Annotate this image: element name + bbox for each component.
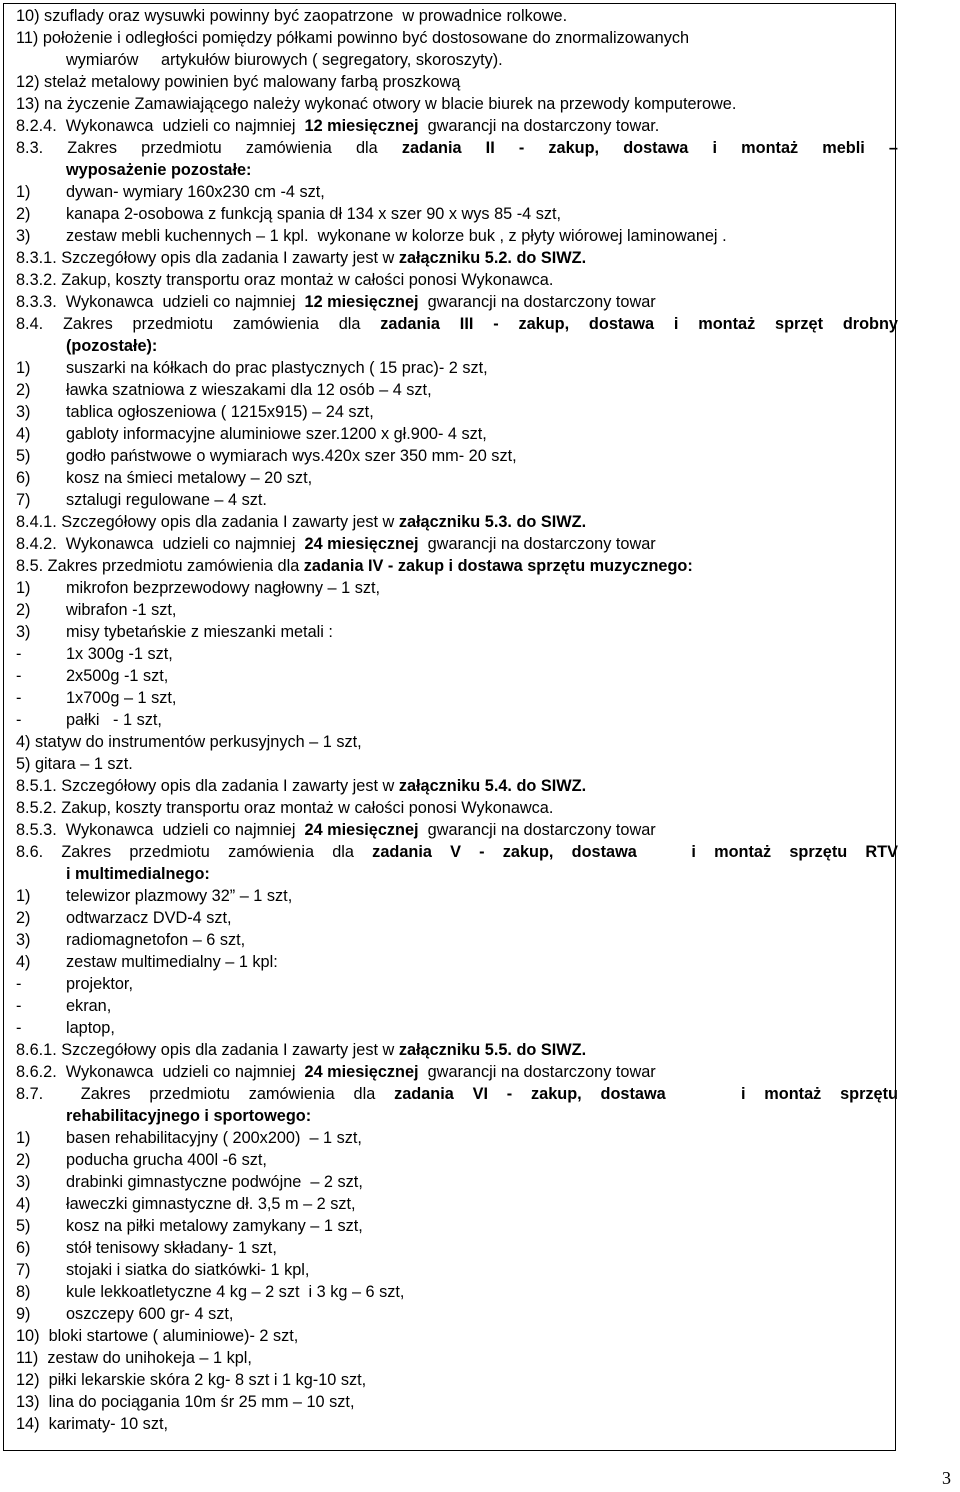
list-marker: 3) [16, 403, 31, 421]
text-line [16, 929, 898, 951]
text-line [16, 1237, 898, 1259]
text-line [16, 1325, 898, 1347]
list-marker: - [16, 711, 22, 729]
text-segment: wibrafon -1 szt, [66, 601, 177, 619]
text-segment: 8.5.3. Wykonawca udzieli co najmniej [16, 821, 305, 839]
text-segment: 8.3. Zakres przedmiotu zamówienia dla [16, 139, 402, 157]
text-segment: zestaw multimedialny – 1 kpl: [66, 953, 278, 971]
text-segment: gwarancji na dostarczony towar [418, 821, 656, 839]
text-line [16, 1127, 898, 1149]
text-segment: 8.3.2. Zakup, koszty transportu oraz montaż w całości ponosi Wykonawca. [16, 271, 554, 289]
text-segment: ekran, [66, 997, 112, 1015]
text-line [16, 357, 898, 379]
text-segment: suszarki na kółkach do prac plastycznych ( 15 prac)- 2 szt, [66, 359, 488, 377]
text-line [16, 1105, 898, 1127]
text-line [16, 269, 898, 291]
text-line [16, 819, 898, 841]
bold-text: 24 miesięcznej [304, 1063, 419, 1081]
text-segment: odtwarzacz DVD-4 szt, [66, 909, 232, 927]
text-line [16, 489, 898, 511]
text-line [16, 401, 898, 423]
text-line [16, 973, 898, 995]
text-segment: 8.6. Zakres przedmiotu zamówienia dla [16, 843, 373, 861]
text-segment: 10) szuflady oraz wysuwki powinny być zaopatrzone w prowadnice rolkowe. [16, 7, 568, 25]
text-line [16, 203, 898, 225]
bold-text: rehabilitacyjnego i sportowego: [66, 1107, 312, 1125]
text-segment: dywan- wymiary 160x230 cm -4 szt, [66, 183, 325, 201]
text-line [16, 841, 898, 863]
text-line [16, 27, 898, 49]
document-frame [3, 3, 896, 1451]
text-segment: wymiarów artykułów biurowych ( segregatory, skoroszyty). [66, 51, 503, 69]
text-segment: 2x500g -1 szt, [66, 667, 169, 685]
list-marker: 2) [16, 1151, 31, 1169]
text-segment: gwarancji na dostarczony towar [418, 1063, 656, 1081]
text-segment: poducha grucha 400l -6 szt, [66, 1151, 267, 1169]
text-segment: laptop, [66, 1019, 115, 1037]
text-segment: telewizor plazmowy 32” – 1 szt, [66, 887, 293, 905]
list-marker: 6) [16, 1239, 31, 1257]
text-segment: 11) zestaw do unihokeja – 1 kpl, [16, 1349, 252, 1367]
list-marker: 7) [16, 491, 31, 509]
text-segment: 12) stelaż metalowy powinien być malowany farbą proszkową [16, 73, 461, 91]
bold-text: zadania IV - zakup i dostawa sprzętu muzycznego: [303, 557, 693, 575]
text-line [16, 445, 898, 467]
text-line [16, 291, 898, 313]
bold-text: zadania V - zakup, dostawa i montaż sprzętu RTV [372, 843, 898, 861]
text-line [16, 5, 898, 27]
text-segment: kule lekkoatletyczne 4 kg – 2 szt i 3 kg – 6 szt, [66, 1283, 405, 1301]
text-line [16, 1281, 898, 1303]
bold-text: (pozostałe): [66, 337, 158, 355]
text-line [16, 995, 898, 1017]
text-segment: basen rehabilitacyjny ( 200x200) – 1 szt, [66, 1129, 362, 1147]
bold-text: 12 miesięcznej [304, 293, 419, 311]
text-segment: 8.6.1. Szczegółowy opis dla zadania I zawarty jest w [16, 1041, 399, 1059]
text-line [16, 181, 898, 203]
text-segment: zestaw mebli kuchennych – 1 kpl. wykonane w kolorze buk , z płyty wiórowej laminowanej . [66, 227, 727, 245]
list-marker: 1) [16, 887, 31, 905]
list-marker: 7) [16, 1261, 31, 1279]
text-line [16, 643, 898, 665]
text-line [16, 1347, 898, 1369]
list-marker: - [16, 997, 22, 1015]
text-line [16, 467, 898, 489]
text-segment: godło państwowe o wymiarach wys.420x szer 350 mm- 20 szt, [66, 447, 517, 465]
list-marker: 2) [16, 909, 31, 927]
text-segment: 1x700g – 1 szt, [66, 689, 177, 707]
text-line [16, 555, 898, 577]
list-marker: 3) [16, 623, 31, 641]
text-line [16, 247, 898, 269]
text-line [16, 1369, 898, 1391]
text-line [16, 71, 898, 93]
text-line [16, 93, 898, 115]
list-marker: - [16, 975, 22, 993]
text-segment: kosz na śmieci metalowy – 20 szt, [66, 469, 313, 487]
text-line [16, 423, 898, 445]
text-line [16, 313, 898, 335]
text-segment: 8.3.1. Szczegółowy opis dla zadania I zawarty jest w [16, 249, 399, 267]
text-segment: mikrofon bezprzewodowy nagłowny – 1 szt, [66, 579, 381, 597]
list-marker: 4) [16, 425, 31, 443]
bold-text: i multimedialnego: [66, 865, 210, 883]
bold-text: zadania VI - zakup, dostawa i montaż sprzętu [394, 1085, 898, 1103]
text-line [16, 599, 898, 621]
list-marker: 2) [16, 381, 31, 399]
text-segment: radiomagnetofon – 6 szt, [66, 931, 246, 949]
list-marker: 3) [16, 227, 31, 245]
text-segment: stół tenisowy składany- 1 szt, [66, 1239, 277, 1257]
list-marker: - [16, 667, 22, 685]
text-line [16, 687, 898, 709]
text-line [16, 731, 898, 753]
text-line [16, 1061, 898, 1083]
text-segment: 8.5. Zakres przedmiotu zamówienia dla [16, 557, 304, 575]
bold-text: zadania III - zakup, dostawa i montaż sprzęt drobny [380, 315, 898, 333]
text-line [16, 797, 898, 819]
text-line [16, 137, 898, 159]
text-segment: 8.4.2. Wykonawca udzieli co najmniej [16, 535, 305, 553]
list-marker: 2) [16, 205, 31, 223]
bold-text: zadania II - zakup, dostawa i montaż mebli – [401, 139, 898, 157]
list-marker: - [16, 645, 22, 663]
text-line [16, 1193, 898, 1215]
list-marker: 2) [16, 601, 31, 619]
list-marker: 4) [16, 953, 31, 971]
document-body [16, 5, 898, 1435]
text-line [16, 1413, 898, 1435]
text-segment: 12) piłki lekarskie skóra 2 kg- 8 szt i 1 kg-10 szt, [16, 1371, 367, 1389]
text-segment: 8.2.4. Wykonawca udzieli co najmniej [16, 117, 305, 135]
list-marker: 1) [16, 183, 31, 201]
text-segment: gabloty informacyjne aluminiowe szer.1200 x gł.900- 4 szt, [66, 425, 487, 443]
text-segment: 11) położenie i odległości pomiędzy półkami powinno być dostosowane do znormalizowanych [16, 29, 690, 47]
list-marker: 5) [16, 447, 31, 465]
text-line [16, 951, 898, 973]
text-line [16, 1083, 898, 1105]
text-segment: 13) na życzenie Zamawiającego należy wykonać otwory w blacie biurek na przewody komputerowe. [16, 95, 737, 113]
text-line [16, 1303, 898, 1325]
text-segment: 8.3.3. Wykonawca udzieli co najmniej [16, 293, 305, 311]
text-segment: 13) lina do pociągania 10m śr 25 mm – 10 szt, [16, 1393, 355, 1411]
text-segment: misy tybetańskie z mieszanki metali : [66, 623, 333, 641]
text-line [16, 511, 898, 533]
text-line [16, 335, 898, 357]
text-segment: 5) gitara – 1 szt. [16, 755, 133, 773]
text-segment: 8.7. Zakres przedmiotu zamówienia dla [16, 1085, 395, 1103]
text-segment: stojaki i siatka do siatkówki- 1 kpl, [66, 1261, 310, 1279]
list-marker: 4) [16, 1195, 31, 1213]
bold-text: wyposażenie pozostałe: [66, 161, 252, 179]
bold-text: załączniku 5.3. do SIWZ. [398, 513, 587, 531]
list-marker: 1) [16, 1129, 31, 1147]
text-line [16, 1391, 898, 1413]
text-segment: 10) bloki startowe ( aluminiowe)- 2 szt, [16, 1327, 299, 1345]
bold-text: 24 miesięcznej [304, 821, 419, 839]
text-segment: 8.4.1. Szczegółowy opis dla zadania I zawarty jest w [16, 513, 399, 531]
text-segment: ławka szatniowa z wieszakami dla 12 osób – 4 szt, [66, 381, 432, 399]
list-marker: 1) [16, 359, 31, 377]
text-segment: tablica ogłoszeniowa ( 1215x915) – 24 szt, [66, 403, 374, 421]
list-marker: - [16, 689, 22, 707]
text-line [16, 709, 898, 731]
text-segment: 1x 300g -1 szt, [66, 645, 173, 663]
text-segment: projektor, [66, 975, 133, 993]
text-line [16, 533, 898, 555]
list-marker: 9) [16, 1305, 31, 1323]
text-segment: 8.4. Zakres przedmiotu zamówienia dla [16, 315, 381, 333]
text-line [16, 115, 898, 137]
text-segment: gwarancji na dostarczony towar. [418, 117, 660, 135]
bold-text: załączniku 5.5. do SIWZ. [398, 1041, 587, 1059]
text-line [16, 775, 898, 797]
list-marker: - [16, 1019, 22, 1037]
text-segment: drabinki gimnastyczne podwójne – 2 szt, [66, 1173, 363, 1191]
text-line [16, 753, 898, 775]
text-segment: sztalugi regulowane – 4 szt. [66, 491, 267, 509]
text-segment: kanapa 2-osobowa z funkcją spania dł 134 x szer 90 x wys 85 -4 szt, [66, 205, 562, 223]
text-line [16, 665, 898, 687]
text-segment: gwarancji na dostarczony towar [418, 535, 656, 553]
text-segment: 8.6.2. Wykonawca udzieli co najmniej [16, 1063, 305, 1081]
text-line [16, 1017, 898, 1039]
text-line [16, 621, 898, 643]
text-line [16, 1039, 898, 1061]
bold-text: załączniku 5.4. do SIWZ. [398, 777, 587, 795]
list-marker: 8) [16, 1283, 31, 1301]
text-line [16, 1171, 898, 1193]
list-marker: 1) [16, 579, 31, 597]
text-segment: gwarancji na dostarczony towar [418, 293, 656, 311]
text-line [16, 1149, 898, 1171]
text-line [16, 885, 898, 907]
bold-text: 24 miesięcznej [304, 535, 419, 553]
text-line [16, 1215, 898, 1237]
text-line [16, 159, 898, 181]
bold-text: załączniku 5.2. do SIWZ. [398, 249, 587, 267]
text-line [16, 863, 898, 885]
text-segment: oszczepy 600 gr- 4 szt, [66, 1305, 234, 1323]
text-segment: 4) statyw do instrumentów perkusyjnych – 1 szt, [16, 733, 362, 751]
text-segment: 14) karimaty- 10 szt, [16, 1415, 169, 1433]
text-segment: ławeczki gimnastyczne dł. 3,5 m – 2 szt, [66, 1195, 356, 1213]
list-marker: 5) [16, 1217, 31, 1235]
text-segment: pałki - 1 szt, [66, 711, 162, 729]
text-line [16, 379, 898, 401]
list-marker: 3) [16, 1173, 31, 1191]
list-marker: 3) [16, 931, 31, 949]
text-segment: 8.5.1. Szczegółowy opis dla zadania I zawarty jest w [16, 777, 399, 795]
list-marker: 6) [16, 469, 31, 487]
text-line [16, 577, 898, 599]
text-segment: 8.5.2. Zakup, koszty transportu oraz montaż w całości ponosi Wykonawca. [16, 799, 554, 817]
bold-text: 12 miesięcznej [304, 117, 419, 135]
text-segment: kosz na piłki metalowy zamykany – 1 szt, [66, 1217, 363, 1235]
text-line [16, 907, 898, 929]
text-line [16, 225, 898, 247]
page-number: 3 [942, 1468, 951, 1488]
text-line [16, 49, 898, 71]
text-line [16, 1259, 898, 1281]
